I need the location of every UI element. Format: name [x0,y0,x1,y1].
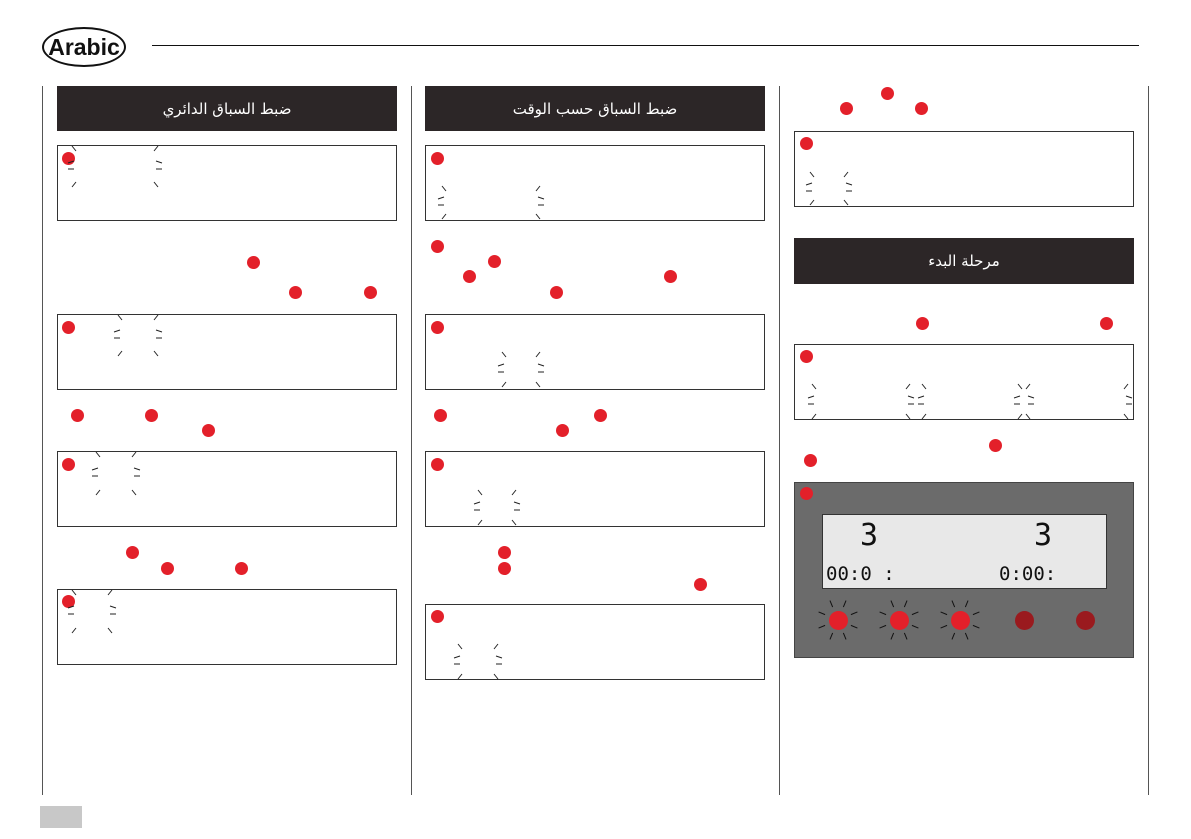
callout-marker [989,439,1002,452]
callout-marker [916,317,929,330]
blink-stroke [442,186,446,191]
callout-marker [289,286,302,299]
blink-stroke [502,352,506,357]
blink-stroke [68,161,74,163]
blink-stroke [154,315,158,320]
blink-stroke [502,382,506,387]
glow-ray [819,612,825,615]
blink-stroke [154,182,158,187]
page-footer-tab [40,806,82,828]
blink-stroke [108,628,112,633]
callout-marker [364,286,377,299]
blink-stroke [512,520,516,525]
blink-stroke [536,382,540,387]
blink-stroke [132,490,136,495]
blink-stroke [844,172,848,177]
start-phase-title: مرحلة البدء [928,252,1000,270]
blink-marks [804,172,854,206]
blink-stroke [118,315,122,320]
callout-marker [498,546,511,559]
blink-stroke [906,414,910,419]
column-divider [1148,86,1149,795]
callout-marker [881,87,894,100]
callout-marker [800,350,813,363]
blink-stroke [110,606,116,608]
callout-marker [556,424,569,437]
glow-ray [851,625,857,628]
lap-race-title: ضبط السباق الدائري [162,99,292,118]
callout-marker [71,409,84,422]
glow-ray [904,601,907,607]
glow-ray [952,633,955,639]
blink-stroke [72,628,76,633]
blink-stroke [442,214,446,219]
callout-marker [431,152,444,165]
callout-marker [235,562,248,575]
blink-stroke [92,468,98,470]
blink-marks [1012,384,1134,420]
blink-stroke [72,590,76,595]
glow-ray [880,612,886,615]
blink-stroke [132,452,136,457]
blink-stroke [154,351,158,356]
blink-stroke [1018,384,1022,389]
blink-stroke [458,644,462,649]
glow-ray [830,601,833,607]
blink-stroke [118,351,122,356]
blink-stroke [108,590,112,595]
callout-marker [431,610,444,623]
callout-marker [62,321,75,334]
blink-stroke [812,414,816,419]
glow-ray [891,633,894,639]
glow-ray [912,625,918,628]
light-glow-rays [814,596,862,644]
callout-marker [498,562,511,575]
blink-stroke [536,214,540,219]
blink-stroke [922,384,926,389]
blink-marks [436,186,546,220]
callout-marker [840,102,853,115]
glow-ray [952,601,955,607]
glow-ray [904,633,907,639]
blink-stroke [96,452,100,457]
blink-stroke [512,490,516,495]
blink-stroke [72,146,76,151]
blink-stroke [494,674,498,679]
blink-stroke [806,183,812,185]
callout-marker [463,270,476,283]
blink-marks [472,490,522,526]
blink-stroke [538,197,544,199]
blink-stroke [514,502,520,504]
glow-ray [973,625,979,628]
blink-stroke [72,182,76,187]
blink-stroke [1126,396,1132,398]
light-glow-rays [875,596,923,644]
callout-marker [804,454,817,467]
column-divider [411,86,412,795]
blink-stroke [68,606,74,608]
blink-marks [452,644,504,680]
blink-stroke [458,674,462,679]
blink-marks [496,352,546,388]
blink-stroke [454,656,460,658]
light-glow-rays [936,596,984,644]
callout-marker [694,578,707,591]
blink-stroke [918,396,924,398]
start-light-4 [1015,611,1034,630]
language-badge [42,27,126,67]
glow-ray [843,601,846,607]
blink-stroke [438,197,444,199]
blink-stroke [494,644,498,649]
lap-race-header [57,86,397,131]
blink-marks [806,384,916,420]
timed-race-title: ضبط السباق حسب الوقت [512,99,678,118]
callout-marker [488,255,501,268]
callout-marker [145,409,158,422]
callout-marker [664,270,677,283]
glow-ray [965,633,968,639]
blink-stroke [538,364,544,366]
blink-stroke [844,200,848,205]
blink-stroke [1124,384,1128,389]
glow-ray [851,612,857,615]
callout-marker [434,409,447,422]
start-phase-header [794,238,1134,284]
blink-stroke [496,656,502,658]
callout-marker [202,424,215,437]
blink-stroke [96,490,100,495]
blink-stroke [1014,396,1020,398]
blink-stroke [810,172,814,177]
glow-ray [941,612,947,615]
lcd-left-time: 00:0 : [826,563,895,585]
glow-ray [912,612,918,615]
display-box [425,314,765,390]
column-divider [779,86,780,795]
glow-ray [965,601,968,607]
callout-marker [431,240,444,253]
blink-stroke [498,364,504,366]
lcd-right-time: 0:00: [999,563,1057,585]
blink-marks [66,590,118,634]
callout-marker [1100,317,1113,330]
lcd-left-digit: 3 [860,518,879,553]
callout-marker [431,321,444,334]
column-divider [42,86,43,795]
blink-stroke [908,396,914,398]
blink-stroke [810,200,814,205]
display-box [57,314,397,390]
blink-stroke [474,502,480,504]
callout-marker [161,562,174,575]
blink-marks [90,452,142,496]
callout-marker [800,137,813,150]
blink-stroke [478,490,482,495]
blink-stroke [536,352,540,357]
blink-stroke [1018,414,1022,419]
glow-ray [843,633,846,639]
callout-marker [126,546,139,559]
blink-marks [66,146,164,188]
glow-ray [941,625,947,628]
top-rule [152,45,1139,46]
blink-stroke [812,384,816,389]
callout-marker [247,256,260,269]
blink-stroke [536,186,540,191]
glow-ray [880,625,886,628]
lcd-right-digit: 3 [1034,518,1053,553]
callout-marker [800,487,813,500]
blink-stroke [846,183,852,185]
glow-ray [819,625,825,628]
blink-stroke [922,414,926,419]
blink-stroke [156,161,162,163]
callout-marker [915,102,928,115]
glow-ray [891,601,894,607]
callout-marker [594,409,607,422]
language-label: Arabic [48,33,120,60]
timed-race-header [425,86,765,131]
blink-marks [112,315,164,357]
callout-marker [431,458,444,471]
blink-stroke [906,384,910,389]
blink-stroke [134,468,140,470]
glow-ray [830,633,833,639]
blink-stroke [156,330,162,332]
callout-marker [550,286,563,299]
glow-ray [973,612,979,615]
blink-stroke [1124,414,1128,419]
blink-stroke [154,146,158,151]
blink-stroke [808,396,814,398]
blink-stroke [478,520,482,525]
callout-marker [62,458,75,471]
start-light-5 [1076,611,1095,630]
blink-stroke [114,330,120,332]
